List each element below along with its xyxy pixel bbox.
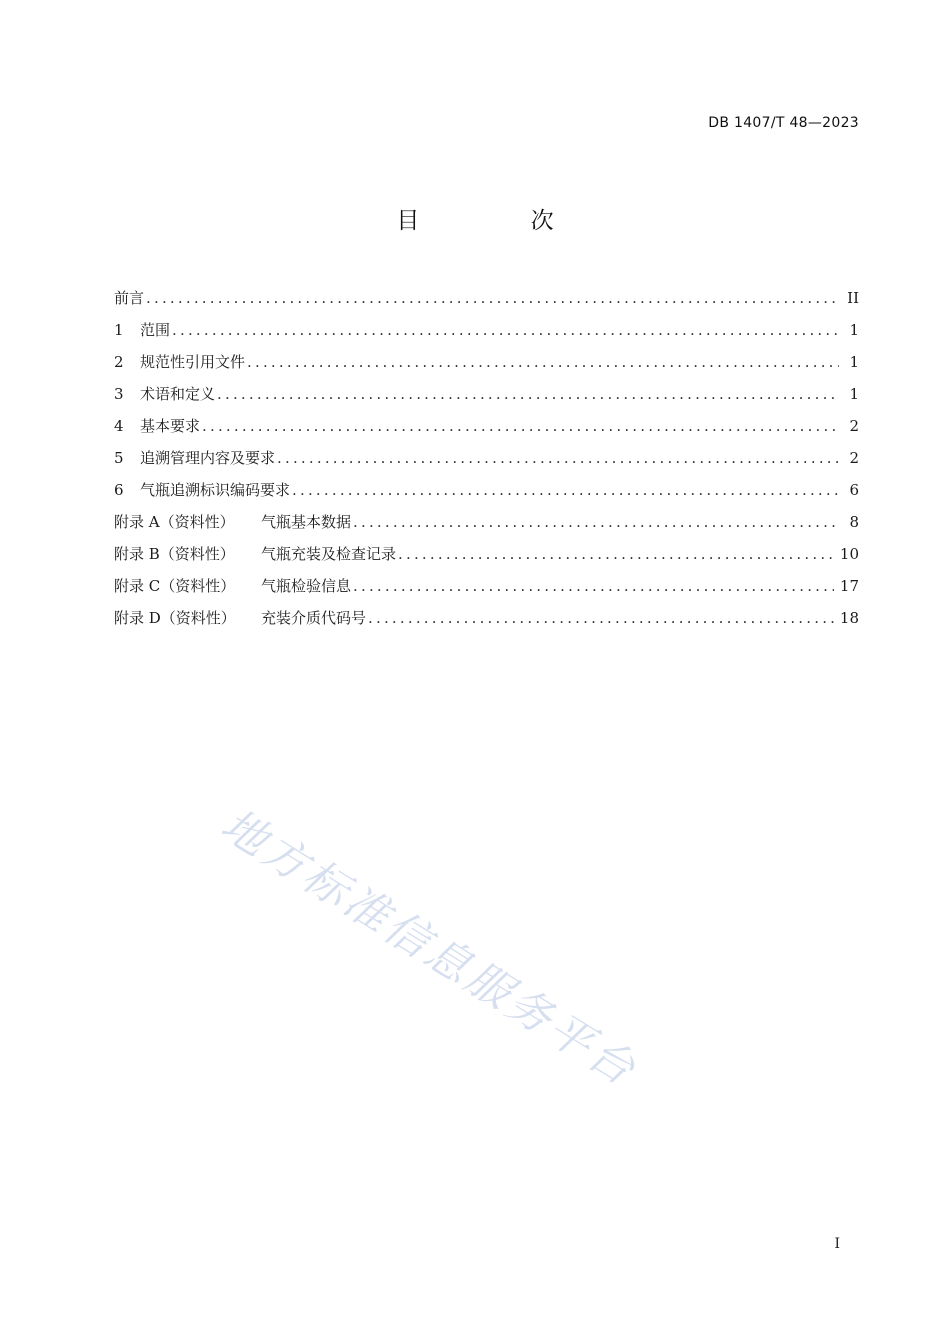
page-number: I bbox=[834, 1236, 840, 1252]
toc-section-number: 5 bbox=[114, 449, 124, 467]
page-title: 目 次 bbox=[396, 208, 606, 234]
toc-page-number: 2 bbox=[849, 417, 859, 435]
toc-entry-label: 前言 bbox=[114, 289, 145, 307]
toc-page-number: 1 bbox=[849, 321, 859, 339]
toc-entry-label: 规范性引用文件 bbox=[140, 353, 246, 371]
toc-entry-appendix-c[interactable] bbox=[114, 575, 859, 607]
toc-page-number: 17 bbox=[839, 577, 859, 595]
toc-entry-label: 术语和定义 bbox=[140, 385, 216, 403]
toc-entry-label: 范围 bbox=[140, 321, 171, 339]
toc-entry-label: 基本要求 bbox=[140, 417, 201, 435]
toc-page-number: 18 bbox=[839, 609, 859, 627]
toc-section-number: 6 bbox=[114, 481, 124, 499]
toc-entry-appendix-a[interactable] bbox=[114, 511, 859, 543]
toc-page-number: 10 bbox=[839, 545, 859, 563]
toc-appendix-label: 附录 A（资料性） bbox=[114, 513, 235, 531]
toc-leader-dots bbox=[202, 417, 839, 435]
toc-leader-dots bbox=[172, 321, 839, 339]
toc-leader-dots bbox=[353, 577, 834, 595]
toc-leader-dots bbox=[247, 353, 839, 371]
toc-section-number: 1 bbox=[114, 321, 124, 339]
toc-leader-dots bbox=[292, 481, 839, 499]
toc-section-number: 2 bbox=[114, 353, 124, 371]
toc-page-number: 1 bbox=[849, 353, 859, 371]
toc-entry-label: 充装介质代码号 bbox=[261, 609, 367, 627]
toc-entry-label: 追溯管理内容及要求 bbox=[140, 449, 276, 467]
toc-page-number: 1 bbox=[849, 385, 859, 403]
toc-page-number: 2 bbox=[849, 449, 859, 467]
watermark: 地方标准信息服务平台 bbox=[212, 799, 647, 1097]
table-of-contents bbox=[114, 287, 859, 639]
toc-entry-5[interactable] bbox=[114, 447, 859, 479]
toc-entry-appendix-d[interactable] bbox=[114, 607, 859, 639]
toc-leader-dots bbox=[146, 289, 839, 307]
toc-entry-label: 气瓶检验信息 bbox=[261, 577, 352, 595]
toc-entry-label: 气瓶基本数据 bbox=[261, 513, 352, 531]
toc-entry-4[interactable] bbox=[114, 415, 859, 447]
toc-leader-dots bbox=[277, 449, 839, 467]
toc-entry-3[interactable] bbox=[114, 383, 859, 415]
toc-entry-2[interactable] bbox=[114, 351, 859, 383]
toc-page-number: 8 bbox=[849, 513, 859, 531]
toc-appendix-label: 附录 C（资料性） bbox=[114, 577, 236, 595]
toc-leader-dots bbox=[368, 609, 834, 627]
toc-entry-label: 气瓶充装及检查记录 bbox=[261, 545, 397, 563]
toc-entry-appendix-b[interactable] bbox=[114, 543, 859, 575]
toc-page-number: II bbox=[847, 289, 859, 307]
toc-leader-dots bbox=[398, 545, 834, 563]
toc-appendix-label: 附录 B（资料性） bbox=[114, 545, 235, 563]
toc-leader-dots bbox=[353, 513, 839, 531]
toc-section-number: 4 bbox=[114, 417, 124, 435]
document-code: DB 1407/T 48—2023 bbox=[708, 115, 859, 131]
toc-appendix-label: 附录 D（资料性） bbox=[114, 609, 236, 627]
toc-entry-label: 气瓶追溯标识编码要求 bbox=[140, 481, 291, 499]
toc-entry-1[interactable] bbox=[114, 319, 859, 351]
toc-section-number: 3 bbox=[114, 385, 124, 403]
toc-entry-foreword[interactable] bbox=[114, 287, 859, 319]
toc-entry-6[interactable] bbox=[114, 479, 859, 511]
toc-page-number: 6 bbox=[849, 481, 859, 499]
toc-leader-dots bbox=[217, 385, 839, 403]
